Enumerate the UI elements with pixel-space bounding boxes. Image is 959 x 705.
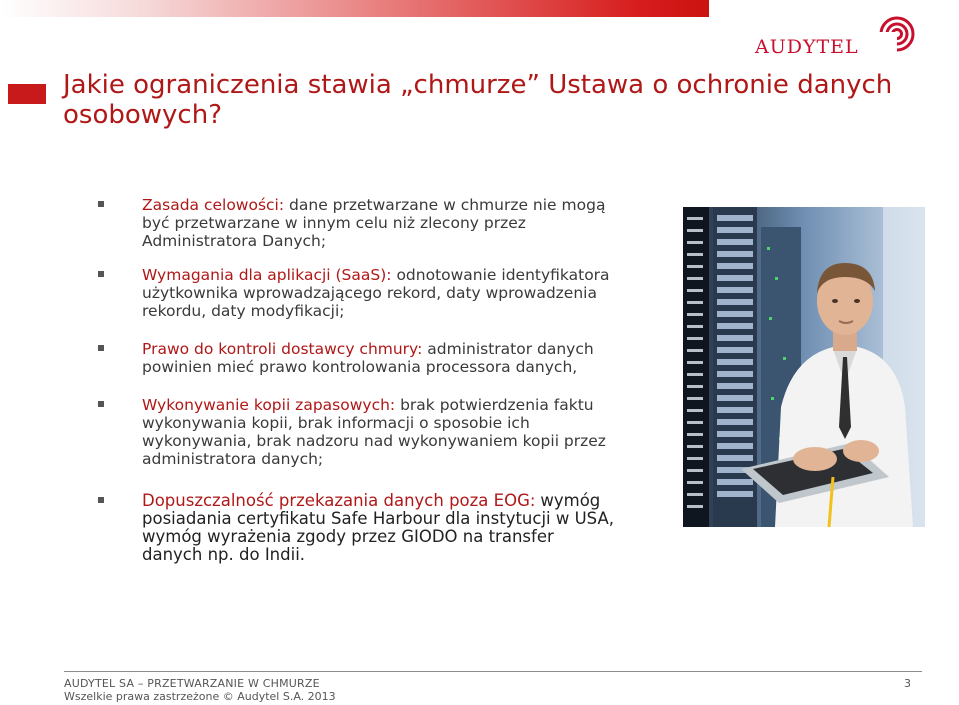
bullet-backups bbox=[98, 396, 618, 468]
logo-text: AUDYTEL bbox=[755, 36, 859, 58]
bullet-saas-requirements bbox=[98, 266, 618, 320]
footer-divider bbox=[64, 671, 922, 672]
bullet-square-icon bbox=[98, 201, 104, 207]
bullet-text: brak potwierdzenia faktu wykonywania kopii, brak informacji o sposobie ich wykonywania, brak nadzoru nad wykonywaniem kopii przez administratora danych; bbox=[142, 396, 606, 468]
server-room-photo bbox=[683, 207, 925, 527]
bullet-term: Prawo do kontroli dostawcy chmury: bbox=[142, 340, 423, 358]
bullet-provider-control bbox=[98, 340, 618, 376]
page-number: 3 bbox=[904, 677, 911, 690]
audytel-logo bbox=[749, 14, 919, 58]
bullet-text: administrator danych powinien mieć prawo kontrolowania processora danych, bbox=[142, 340, 594, 376]
title-accent-block bbox=[8, 84, 46, 104]
bullet-list bbox=[98, 196, 618, 564]
bullet-term: Wykonywanie kopii zapasowych: bbox=[142, 396, 396, 414]
bullet-text: wymóg posiadania certyfikatu Safe Harbour dla instytucji w USA, wymóg wyrażenia zgody przez GIODO na transfer danych np. do Indii. bbox=[142, 491, 614, 564]
bullet-text: dane przetwarzane w chmurze nie mogą być przetwarzane w innym celu niż zlecony przez Administratora Danych; bbox=[142, 196, 606, 250]
bullet-square-icon bbox=[98, 401, 104, 407]
footer-title: AUDYTEL SA – PRZETWARZANIE W CHMURZE bbox=[64, 677, 320, 690]
bullet-purpose-principle bbox=[98, 196, 618, 250]
bullet-square-icon bbox=[98, 345, 104, 351]
bullet-square-icon bbox=[98, 497, 104, 503]
logo-swirl-icon bbox=[875, 14, 915, 54]
bullet-data-transfer-eea bbox=[98, 492, 618, 564]
header-gradient-bar bbox=[0, 0, 709, 17]
slide-title: Jakie ograniczenia stawia „chmurze” Ustawa o ochronie danych osobowych? bbox=[63, 70, 893, 130]
bullet-square-icon bbox=[98, 271, 104, 277]
bullet-term: Wymagania dla aplikacji (SaaS): bbox=[142, 266, 392, 284]
bullet-term: Dopuszczalność przekazania danych poza EOG: bbox=[142, 491, 536, 510]
bullet-text: odnotowanie identyfikatora użytkownika wprowadzającego rekord, daty wprowadzenia rekordu, daty modyfikacji; bbox=[142, 266, 610, 320]
bullet-term: Zasada celowości: bbox=[142, 196, 285, 214]
footer-copyright: Wszelkie prawa zastrzeżone © Audytel S.A. 2013 bbox=[64, 690, 336, 703]
